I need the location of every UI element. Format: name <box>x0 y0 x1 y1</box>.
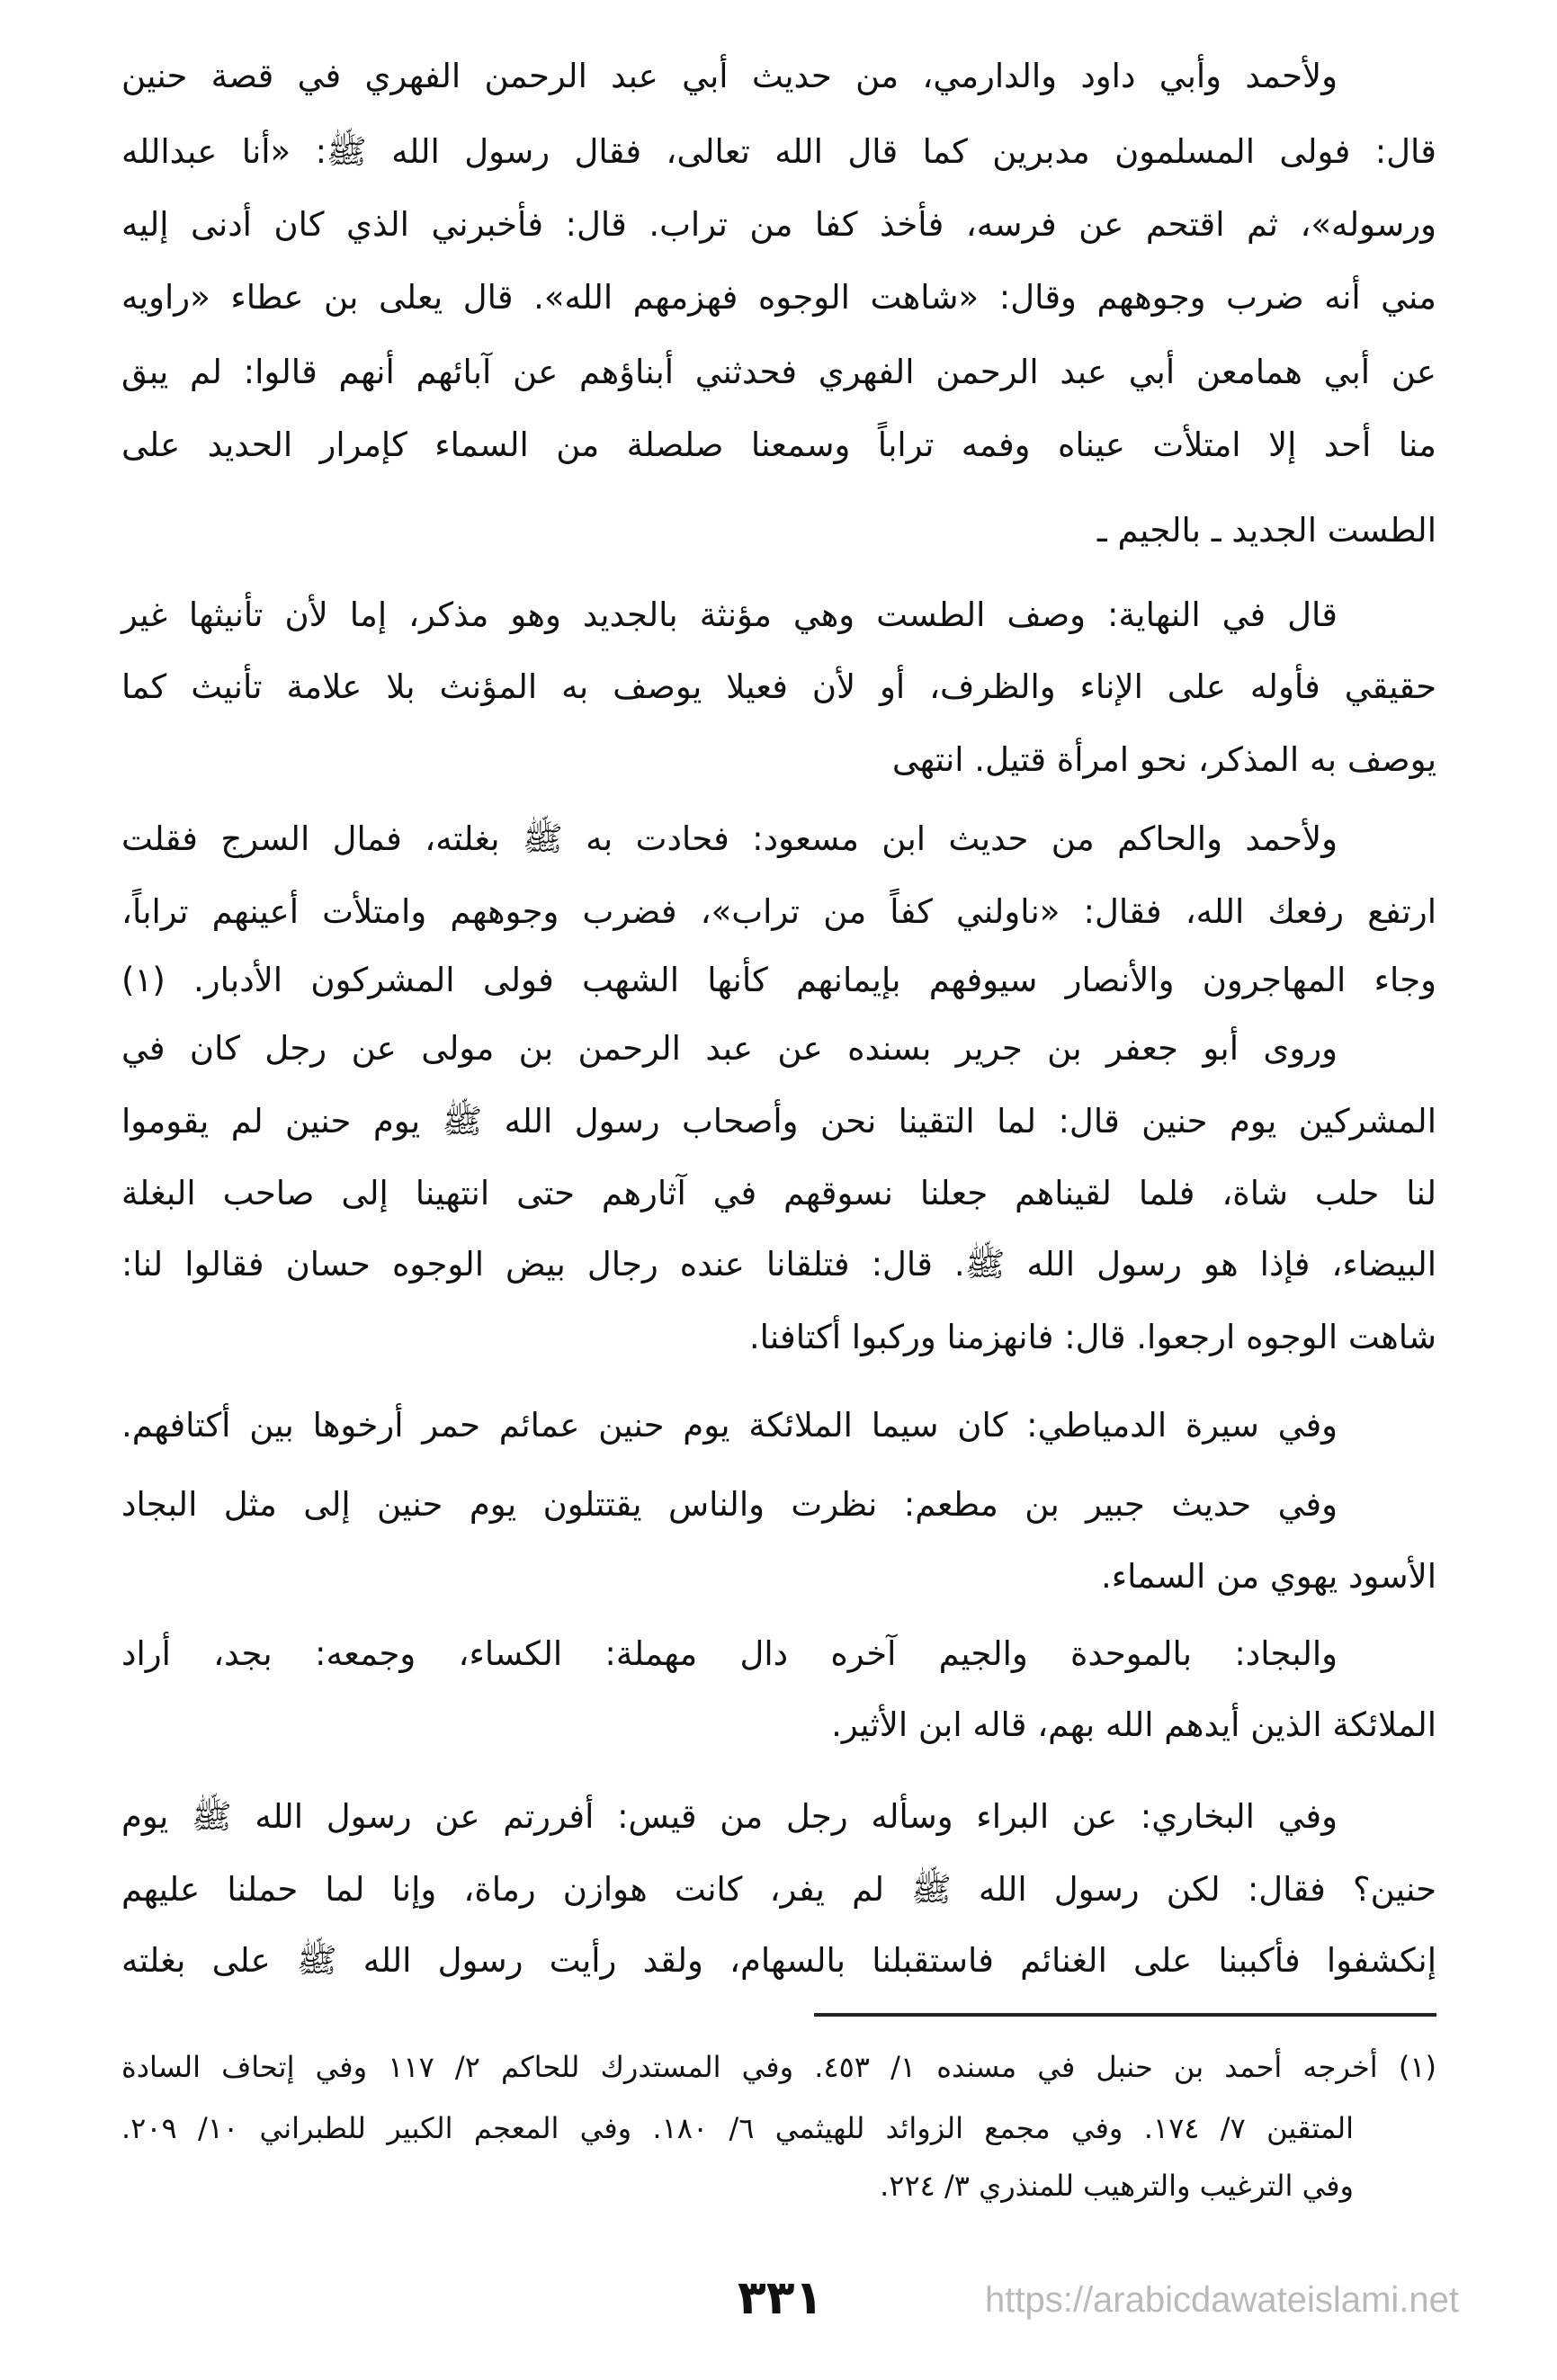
text-line: البيضاء، فإذا هو رسول الله ﷺ. قال: فتلقانا عنده رجال بيض الوجوه حسان فقالوا لنا: <box>121 1245 1436 1284</box>
text-line: يوصف به المذكر، نحو امرأة قتيل. انتهى <box>891 740 1436 779</box>
text-line: وروى أبو جعفر بن جرير بسنده عن عبد الرحمن بن مولى عن رجل كان في <box>121 1029 1338 1068</box>
text-line: ولأحمد وأبي داود والدارمي، من حديث أبي عبد الرحمن الفهري في قصة حنين <box>121 57 1338 95</box>
text-line: المشركين يوم حنين قال: لما التقينا نحن وأصحاب رسول الله ﷺ يوم حنين لم يقوموا <box>121 1102 1436 1141</box>
footnote-line: (١) أخرجه أحمد بن حنبل في مسنده ١/ ٤٥٣. وفي المستدرك للحاكم ٢/ ١١٧ وفي إتحاف السادة <box>121 2050 1437 2084</box>
text-line: الطست الجديد ـ بالجيم ـ <box>1096 511 1436 550</box>
text-line: عن أبي همامعن أبي عبد الرحمن الفهري فحدثني أبناؤهم عن آبائهم أنهم قالوا: لم يبق <box>121 353 1436 391</box>
footnote-line: المتقين ٧/ ١٧٤. وفي مجمع الزوائد للهيثمي ٦/ ١٨٠. وفي المعجم الكبير للطبراني ١٠/ ٢٠٩. <box>121 2111 1355 2145</box>
text-line: الملائكة الذين أيدهم الله بهم، قاله ابن الأثير. <box>831 1705 1436 1744</box>
footnote-separator <box>814 2013 1436 2017</box>
text-line: إنكشفوا فأكببنا على الغنائم فاستقبلنا بالسهام، ولقد رأيت رسول الله ﷺ على بغلته <box>121 1941 1436 1980</box>
text-line: ارتفع رفعك الله، فقال: «ناولني كفاً من تراب»، فضرب وجوههم وامتلأت أعينهم تراباً، <box>121 892 1436 931</box>
text-line: ولأحمد والحاكم من حديث ابن مسعود: فحادت به ﷺ بغلته، فمال السرج فقلت <box>121 819 1338 858</box>
text-line: قال: فولى المسلمون مدبرين كما قال الله تعالى، فقال رسول الله ﷺ: «أنا عبدالله <box>121 132 1436 171</box>
text-line: لنا حلب شاة، فلما لقيناهم جعلنا نسوقهم في آثارهم حتى انتهينا إلى صاحب البغلة <box>121 1174 1436 1212</box>
text-line: منا أحد إلا امتلأت عيناه وفمه تراباً وسمعنا صلصلة من السماء كإمرار الحديد على <box>121 425 1436 464</box>
text-line: حنين؟ فقال: لكن رسول الله ﷺ لم يفر، كانت هوازن رماة، وإنا لما حملنا عليهم <box>121 1870 1436 1909</box>
text-line: وفي البخاري: عن البراء وسأله رجل من قيس: أفررتم عن رسول الله ﷺ يوم <box>121 1797 1338 1836</box>
text-line: وفي حديث جبير بن مطعم: نظرت والناس يقتتلون يوم حنين إلى مثل البجاد <box>121 1485 1338 1524</box>
text-line: وفي سيرة الدمياطي: كان سيما الملائكة يوم حنين عمائم حمر أرخوها بين أكتافهم. <box>121 1406 1338 1445</box>
text-line: وجاء المهاجرون والأنصار سيوفهم بإيمانهم كأنها الشهب فولى المشركون الأدبار. (١) <box>121 961 1436 999</box>
page-number: ٣٣١ <box>738 2271 824 2325</box>
watermark-url: https://arabicdawateislami.net <box>985 2280 1459 2320</box>
footnote-line: وفي الترغيب والترهيب للمنذري ٣/ ٢٢٤. <box>880 2169 1354 2203</box>
text-line: قال في النهاية: وصف الطست وهي مؤنثة بالجديد وهو مذكر، إما لأن تأنيثها غير <box>121 595 1338 634</box>
text-line: مني أنه ضرب وجوههم وقال: «شاهت الوجوه فهزمهم الله». قال يعلى بن عطاء «راويه <box>121 278 1436 317</box>
text-line: الأسود يهوي من السماء. <box>1100 1557 1436 1596</box>
text-line: ورسوله»، ثم اقتحم عن فرسه، فأخذ كفا من تراب. قال: فأخبرني الذي كان أدنى إليه <box>121 205 1436 244</box>
text-line: والبجاد: بالموحدة والجيم آخره دال مهملة: الكساء، وجمعه: بجد، أراد <box>121 1634 1338 1673</box>
text-line: حقيقي فأوله على الإناء والظرف، أو لأن فعيلا يوصف به المؤنث بلا علامة تأنيث كما <box>121 667 1436 706</box>
text-line: شاهت الوجوه ارجعوا. قال: فانهزمنا وركبوا أكتافنا. <box>748 1318 1436 1356</box>
